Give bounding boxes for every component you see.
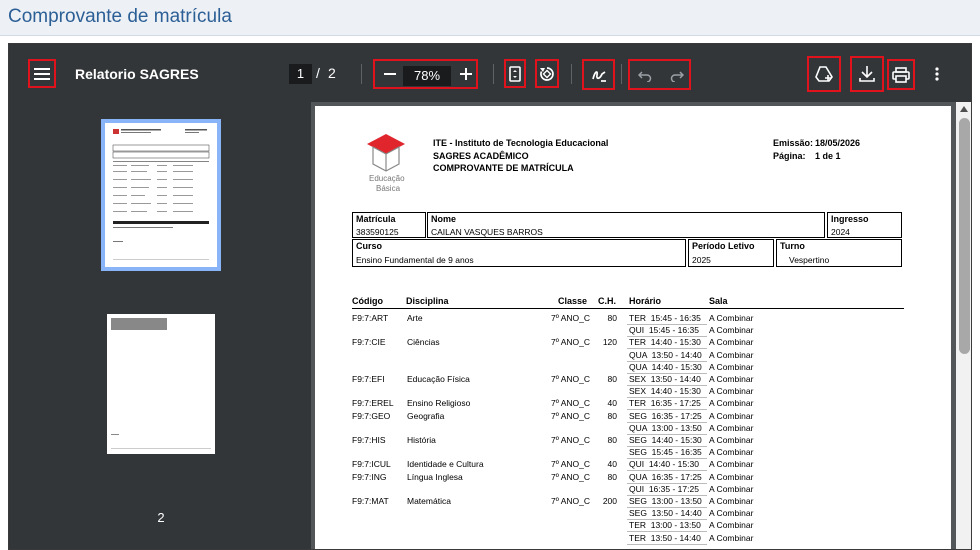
fit-to-page-icon	[509, 66, 521, 82]
field-value: Vespertino	[789, 255, 830, 265]
table-cell-horario: QUA 14:40 - 15:30	[629, 361, 702, 372]
table-cell-disciplina: Língua Inglesa	[407, 471, 463, 482]
table-cell-ch: 80	[607, 313, 617, 323]
table-cell-sala: A Combinar	[709, 422, 754, 433]
table-cell-sala: A Combinar	[709, 325, 754, 336]
rotate-button[interactable]	[535, 59, 559, 88]
table-cell-horario: SEX 13:50 - 14:40	[629, 374, 701, 384]
table-cell-disciplina: Educação Física	[407, 374, 470, 384]
emission-label: Emissão:	[773, 138, 814, 148]
table-cell-disciplina: Geografia	[407, 410, 445, 421]
column-header-codigo: Código	[352, 296, 383, 306]
table-cell-sala: A Combinar	[709, 349, 754, 360]
zoom-out-button[interactable]	[380, 64, 400, 84]
ingresso-field	[827, 212, 902, 238]
print-button[interactable]	[887, 59, 915, 90]
table-cell-sala: A Combinar	[709, 459, 754, 470]
fit-to-page-button[interactable]	[504, 59, 526, 88]
table-cell-horario: TER 14:40 - 15:30	[629, 337, 701, 348]
thumbnail-sidebar	[9, 102, 311, 550]
undo-button[interactable]	[635, 66, 655, 86]
logo-text: Básica	[376, 184, 401, 193]
page-separator: /	[316, 65, 320, 81]
pdf-viewer	[8, 43, 972, 550]
download-button[interactable]	[850, 56, 884, 92]
logo-text: Educação	[369, 174, 405, 183]
field-label: Curso	[356, 241, 383, 251]
print-icon	[892, 67, 910, 83]
emission-value: 18/05/2026	[815, 138, 861, 148]
thumbnail-label-2: 2	[157, 510, 165, 525]
vertical-scrollbar[interactable]	[956, 102, 972, 550]
table-cell-classe: 7º ANO_C	[551, 374, 591, 384]
table-cell-horario: QUI 15:45 - 16:35	[629, 325, 699, 336]
document-title: Relatorio SAGRES	[75, 66, 199, 82]
table-cell-horario: TER 13:00 - 13:50	[629, 520, 701, 531]
page-thumbnail-1[interactable]	[101, 119, 221, 271]
table-cell-disciplina: História	[407, 435, 436, 445]
download-icon	[859, 65, 875, 83]
toolbar-divider	[493, 64, 494, 84]
redo-button[interactable]	[667, 66, 687, 86]
column-header-disciplina: Disciplina	[406, 296, 449, 306]
turno-field	[776, 239, 902, 267]
table-cell-classe: 7º ANO_C	[551, 459, 591, 470]
pen-icon	[590, 66, 608, 84]
document-area	[311, 102, 956, 550]
field-value: 383590125	[356, 227, 399, 237]
table-cell-sala: A Combinar	[709, 386, 754, 397]
nome-field	[427, 212, 825, 238]
curso-field	[352, 239, 686, 267]
menu-button[interactable]	[28, 59, 56, 88]
field-value: Ensino Fundamental de 9 anos	[356, 255, 474, 265]
table-cell-disciplina: Ciências	[407, 337, 440, 348]
table-cell-codigo: F9:7:CIE	[352, 337, 386, 348]
table-cell-classe: 7º ANO_C	[551, 410, 591, 421]
table-cell-sala: A Combinar	[709, 313, 754, 323]
table-cell-sala: A Combinar	[709, 508, 754, 519]
table-cell-codigo: F9:7:HIS	[352, 435, 386, 445]
toolbar-divider	[571, 64, 572, 84]
page-label: Página:	[773, 151, 806, 161]
rotate-icon	[538, 65, 556, 83]
table-cell-horario: QUA 13:50 - 14:40	[629, 349, 702, 360]
column-header-classe: Classe	[558, 296, 588, 306]
column-header-horario: Horário	[629, 296, 662, 306]
table-cell-ch: 200	[602, 496, 617, 506]
table-cell-horario: SEG 13:00 - 13:50	[629, 496, 702, 506]
field-value: CAILAN VASQUES BARROS	[431, 227, 543, 237]
report-name: COMPROVANTE DE MATRÍCULA	[433, 163, 574, 173]
column-header-ch: C.H.	[598, 296, 616, 306]
table-cell-horario: QUI 16:35 - 17:25	[629, 483, 699, 494]
page-thumbnail-2[interactable]	[107, 314, 215, 454]
undo-icon	[638, 70, 652, 82]
toolbar-divider	[361, 64, 362, 84]
field-label: Turno	[780, 241, 805, 251]
table-cell-disciplina: Arte	[407, 313, 423, 323]
table-cell-codigo: F9:7:MAT	[352, 496, 389, 506]
education-logo-icon	[363, 132, 409, 172]
table-cell-sala: A Combinar	[709, 520, 754, 531]
page-value: 1 de 1	[815, 151, 841, 161]
table-cell-codigo: F9:7:ING	[352, 471, 387, 482]
more-options-button[interactable]	[927, 61, 947, 87]
table-cell-sala: A Combinar	[709, 447, 754, 458]
table-cell-codigo: F9:7:ART	[352, 313, 389, 323]
table-cell-classe: 7º ANO_C	[551, 398, 591, 409]
table-cell-sala: A Combinar	[709, 532, 754, 543]
table-cell-classe: 7º ANO_C	[551, 435, 591, 445]
table-cell-horario: QUA 16:35 - 17:25	[629, 471, 702, 482]
table-cell-sala: A Combinar	[709, 471, 754, 482]
add-to-drive-icon	[814, 65, 834, 83]
table-cell-horario: TER 13:50 - 14:40	[629, 532, 701, 543]
table-cell-codigo: F9:7:EREL	[352, 398, 394, 409]
table-cell-sala: A Combinar	[709, 374, 754, 384]
table-cell-ch: 40	[607, 459, 617, 470]
table-cell-horario: SEX 14:40 - 15:30	[629, 386, 701, 397]
hamburger-menu-icon	[34, 68, 50, 80]
table-cell-classe: 7º ANO_C	[551, 471, 591, 482]
table-cell-ch: 120	[602, 337, 617, 348]
field-value: 2025	[692, 255, 711, 265]
table-cell-sala: A Combinar	[709, 483, 754, 494]
annotate-button[interactable]	[582, 59, 615, 90]
zoom-level-input[interactable]: 78%	[403, 66, 451, 86]
plus-icon	[460, 68, 472, 80]
table-cell-sala: A Combinar	[709, 435, 754, 445]
table-cell-disciplina: Matemática	[407, 496, 451, 506]
table-cell-ch: 40	[607, 398, 617, 409]
periodo-field	[688, 239, 774, 267]
table-cell-horario: QUA 13:00 - 13:50	[629, 422, 702, 433]
viewer-toolbar	[9, 44, 972, 102]
table-cell-sala: A Combinar	[709, 410, 754, 421]
minus-icon	[384, 73, 396, 75]
page-number-input[interactable]: 1	[289, 64, 312, 84]
table-cell-codigo: F9:7:EFI	[352, 374, 385, 384]
table-cell-horario: QUI 14:40 - 15:30	[629, 459, 699, 470]
table-cell-sala: A Combinar	[709, 496, 754, 506]
add-to-drive-button[interactable]	[807, 56, 841, 92]
toolbar-divider	[621, 64, 622, 84]
table-cell-sala: A Combinar	[709, 361, 754, 372]
table-cell-ch: 80	[607, 410, 617, 421]
page-title: Comprovante de matrícula	[8, 6, 232, 27]
system-name: SAGRES ACADÊMICO	[433, 151, 529, 161]
table-cell-codigo: F9:7:ICUL	[352, 459, 391, 470]
table-cell-classe: 7º ANO_C	[551, 337, 591, 348]
field-label: Matrícula	[356, 214, 396, 224]
field-value: 2024	[831, 227, 850, 237]
matricula-field	[352, 212, 426, 238]
field-label: Ingresso	[831, 214, 869, 224]
table-cell-horario: TER 15:45 - 16:35	[629, 313, 701, 323]
table-cell-classe: 7º ANO_C	[551, 496, 591, 506]
redo-icon	[670, 70, 684, 82]
total-pages: 2	[328, 65, 336, 81]
field-label: Período Letivo	[692, 241, 755, 251]
zoom-controls	[373, 59, 478, 89]
table-cell-sala: A Combinar	[709, 337, 754, 348]
table-cell-horario: TER 16:35 - 17:25	[629, 398, 701, 409]
more-vert-icon	[935, 67, 939, 81]
table-cell-horario: SEG 13:50 - 14:40	[629, 508, 702, 519]
schedule-divider	[627, 544, 707, 545]
thumbnail-preview	[105, 123, 217, 267]
column-header-sala: Sala	[709, 296, 728, 306]
undo-redo-controls	[628, 59, 691, 90]
field-label: Nome	[431, 214, 457, 224]
table-cell-horario: SEG 16:35 - 17:25	[629, 410, 702, 421]
table-cell-ch: 80	[607, 435, 617, 445]
table-cell-ch: 80	[607, 374, 617, 384]
institution-name: ITE - Instituto de Tecnologia Educacional	[433, 138, 609, 148]
table-cell-horario: SEG 14:40 - 15:30	[629, 435, 702, 445]
zoom-in-button[interactable]	[456, 64, 476, 84]
table-cell-disciplina: Ensino Religioso	[407, 398, 471, 409]
thumbnail-preview	[107, 314, 215, 454]
document-page	[315, 106, 951, 550]
table-cell-horario: SEG 15:45 - 16:35	[629, 447, 702, 458]
scrollbar-thumb[interactable]	[959, 118, 970, 354]
page-header	[0, 0, 980, 36]
table-cell-sala: A Combinar	[709, 398, 754, 409]
table-cell-disciplina: Identidade e Cultura	[407, 459, 484, 470]
table-cell-classe: 7º ANO_C	[551, 313, 591, 323]
scroll-up-arrow-icon[interactable]	[960, 106, 968, 112]
header-rule	[352, 308, 904, 309]
table-cell-ch: 80	[607, 471, 617, 482]
table-cell-codigo: F9:7:GEO	[352, 410, 391, 421]
